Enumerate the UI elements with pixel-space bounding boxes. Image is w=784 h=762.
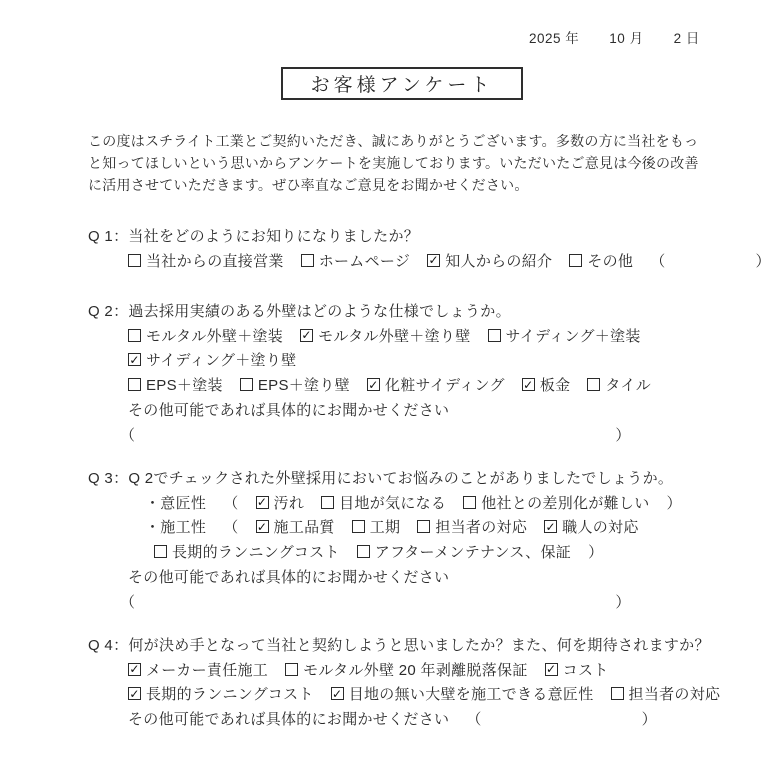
question-label: Q 4：何が決め手となって当社と契約しようと思いましたか？また、何を期待されますか？	[88, 636, 710, 654]
line-text: （	[223, 519, 239, 537]
option-label: その他	[587, 252, 634, 270]
unchecked-checkbox-icon[interactable]	[285, 663, 298, 676]
option-label: モルタル外壁＋塗り壁	[318, 327, 471, 345]
checked-checkbox-icon[interactable]: ✓	[129, 662, 140, 677]
question-line	[88, 706, 760, 731]
intro-line-1: この度はスチライト工業とご契約いただき、誠にありがとうございます。多数の方に当社をもっ	[88, 133, 699, 149]
open-paren: （	[650, 252, 666, 270]
line-text: その他可能であれば具体的にお聞かせください	[128, 711, 450, 729]
close-paren: ）	[615, 593, 631, 611]
unchecked-checkbox-icon[interactable]	[611, 687, 624, 700]
option-label: ホームページ	[318, 252, 411, 270]
option-label: 知人からの紹介	[445, 252, 553, 270]
date-month: 10 月	[609, 31, 644, 46]
checked-checkbox-icon[interactable]: ✓	[545, 662, 557, 677]
option-label: 汚れ	[273, 494, 305, 512]
checkbox-option[interactable]	[569, 250, 633, 271]
checkbox-option[interactable]	[427, 250, 552, 271]
unchecked-checkbox-icon[interactable]	[321, 496, 334, 509]
blank-space	[666, 260, 756, 261]
line-text: その他可能であれば具体的にお聞かせください	[128, 569, 450, 587]
question-line	[88, 248, 771, 273]
blank-space	[135, 434, 615, 435]
question-q1	[88, 223, 771, 273]
option-label: コスト	[562, 661, 609, 679]
question-line	[88, 323, 760, 348]
checkbox-option[interactable]	[611, 683, 721, 704]
question-line	[88, 515, 760, 540]
intro-line-2: と知ってほしいという思いからアンケートを実施しております。いただいたご意見は今後の改善	[88, 155, 699, 171]
checkbox-option[interactable]	[128, 325, 283, 346]
fill-in-blank[interactable]	[650, 250, 771, 271]
option-label: タイル	[605, 377, 652, 395]
blank-space	[135, 601, 615, 602]
question-q4	[88, 632, 760, 731]
unchecked-checkbox-icon[interactable]	[357, 545, 370, 558]
option-label: サイディング＋塗り壁	[146, 352, 297, 370]
unchecked-checkbox-icon[interactable]	[587, 378, 600, 391]
line-text: ）	[666, 494, 682, 512]
date-year: 2025 年	[529, 31, 580, 46]
checkbox-option[interactable]	[331, 683, 594, 704]
unchecked-checkbox-icon[interactable]	[128, 254, 141, 267]
checkbox-option[interactable]	[544, 516, 639, 537]
question-line	[88, 657, 760, 682]
checked-checkbox-icon[interactable]: ✓	[256, 495, 268, 510]
option-label: 長期的ランニングコスト	[146, 686, 314, 704]
line-text: ）	[588, 544, 604, 562]
question-line	[88, 539, 760, 564]
question-line	[88, 589, 760, 614]
checked-checkbox-icon[interactable]: ✓	[523, 377, 534, 392]
checkbox-option[interactable]	[522, 374, 571, 395]
checkbox-option[interactable]	[128, 683, 314, 704]
option-label: サイディング＋塗装	[505, 327, 641, 345]
option-label: アフターメンテナンス、保証	[374, 544, 572, 562]
option-label: 施工品質	[273, 519, 335, 537]
unchecked-checkbox-icon[interactable]	[417, 520, 430, 533]
open-paren: （	[466, 711, 482, 729]
option-label: EPS＋塗装	[146, 377, 223, 395]
checkbox-option[interactable]	[301, 250, 411, 271]
checked-checkbox-icon[interactable]: ✓	[332, 686, 343, 701]
option-label: EPS＋塗り壁	[257, 377, 350, 395]
unchecked-checkbox-icon[interactable]	[240, 378, 253, 391]
option-label: 工期	[369, 519, 401, 537]
checkbox-option[interactable]	[256, 516, 335, 537]
unchecked-checkbox-icon[interactable]	[128, 378, 141, 391]
checkbox-option[interactable]	[545, 659, 609, 680]
option-label: メーカー責任施工	[146, 661, 269, 679]
unchecked-checkbox-icon[interactable]	[352, 520, 365, 533]
intro-line-3: に活用させていただきます。ぜひ率直なご意見をお聞かせください。	[88, 177, 529, 193]
question-label: Q 1：当社をどのようにお知りになりましたか？	[88, 227, 420, 245]
checkbox-option[interactable]	[154, 541, 340, 562]
close-paren: ）	[615, 426, 631, 444]
open-paren: （	[120, 593, 136, 611]
option-label: 目地が気になる	[339, 494, 447, 512]
date	[529, 27, 700, 47]
option-label: 目地の無い大壁を施工できる意匠性	[348, 686, 594, 704]
close-paren: ）	[755, 252, 771, 270]
option-label: 担当者の対応	[435, 519, 528, 537]
option-label: 職人の対応	[562, 519, 639, 537]
checkbox-option[interactable]	[128, 659, 268, 680]
checkbox-option[interactable]	[488, 325, 641, 346]
question-line	[88, 490, 760, 515]
question-line	[88, 564, 760, 589]
unchecked-checkbox-icon[interactable]	[569, 254, 582, 267]
question-label: Q 3：Q 2でチェックされた外壁採用においてお悩みのことがありましたでしょうか。	[88, 469, 674, 487]
question-line	[88, 422, 760, 447]
date-day: 2 日	[673, 31, 700, 46]
form-title-box	[281, 67, 523, 100]
question-line	[88, 372, 760, 397]
close-paren: ）	[641, 711, 657, 729]
option-label: モルタル外壁＋塗装	[146, 327, 284, 345]
unchecked-checkbox-icon[interactable]	[154, 545, 167, 558]
form-title: お客様アンケート	[310, 75, 494, 96]
option-label: 担当者の対応	[628, 686, 721, 704]
fill-in-blank[interactable]	[120, 424, 631, 445]
checkbox-option[interactable]	[128, 349, 296, 370]
option-label: 長期的ランニングコスト	[172, 544, 340, 562]
unchecked-checkbox-icon[interactable]	[488, 329, 501, 342]
intro-paragraph	[88, 130, 728, 196]
line-text: その他可能であれば具体的にお聞かせください	[128, 402, 450, 420]
checkbox-option[interactable]	[417, 516, 527, 537]
checked-checkbox-icon[interactable]: ✓	[428, 253, 439, 268]
question-label: Q 2：過去採用実績のある外壁はどのような仕様でしょうか。	[88, 302, 511, 320]
checkbox-option[interactable]	[128, 250, 284, 271]
checkbox-option[interactable]	[367, 374, 505, 395]
open-paren: （	[120, 426, 136, 444]
checkbox-option[interactable]	[587, 374, 651, 395]
checkbox-option[interactable]	[352, 516, 401, 537]
checkbox-option[interactable]	[463, 492, 649, 513]
question-line	[88, 348, 760, 373]
checked-checkbox-icon[interactable]: ✓	[545, 519, 556, 534]
checkbox-option[interactable]	[300, 325, 470, 346]
unchecked-checkbox-icon[interactable]	[301, 254, 314, 267]
checked-checkbox-icon[interactable]: ✓	[368, 377, 379, 392]
option-label: 化粧サイディング	[384, 377, 505, 395]
checked-checkbox-icon[interactable]: ✓	[129, 352, 140, 367]
unchecked-checkbox-icon[interactable]	[128, 329, 141, 342]
option-label: 他社との差別化が難しい	[481, 494, 650, 512]
checkbox-option[interactable]	[128, 374, 223, 395]
checked-checkbox-icon[interactable]: ✓	[301, 328, 312, 343]
checkbox-option[interactable]	[240, 374, 350, 395]
fill-in-blank[interactable]	[120, 591, 631, 612]
checkbox-option[interactable]	[321, 492, 446, 513]
option-label: モルタル外壁 20 年剥離脱落保証	[303, 661, 528, 679]
unchecked-checkbox-icon[interactable]	[463, 496, 476, 509]
question-line	[88, 397, 760, 422]
checkbox-option[interactable]	[285, 659, 528, 680]
question-q2	[88, 298, 760, 447]
checkbox-option[interactable]	[256, 492, 305, 513]
checked-checkbox-icon[interactable]: ✓	[129, 686, 140, 701]
question-q3	[88, 465, 760, 614]
question-line	[88, 682, 760, 707]
option-label: 当社からの直接営業	[146, 252, 284, 270]
option-label: 板金	[539, 377, 571, 395]
blank-space	[482, 718, 642, 719]
line-text: （	[223, 494, 239, 512]
checkbox-option[interactable]	[357, 541, 571, 562]
checked-checkbox-icon[interactable]: ✓	[256, 519, 268, 534]
fill-in-blank[interactable]	[466, 708, 657, 729]
line-text: ・意匠性	[145, 494, 207, 512]
line-text: ・施工性	[145, 519, 207, 537]
